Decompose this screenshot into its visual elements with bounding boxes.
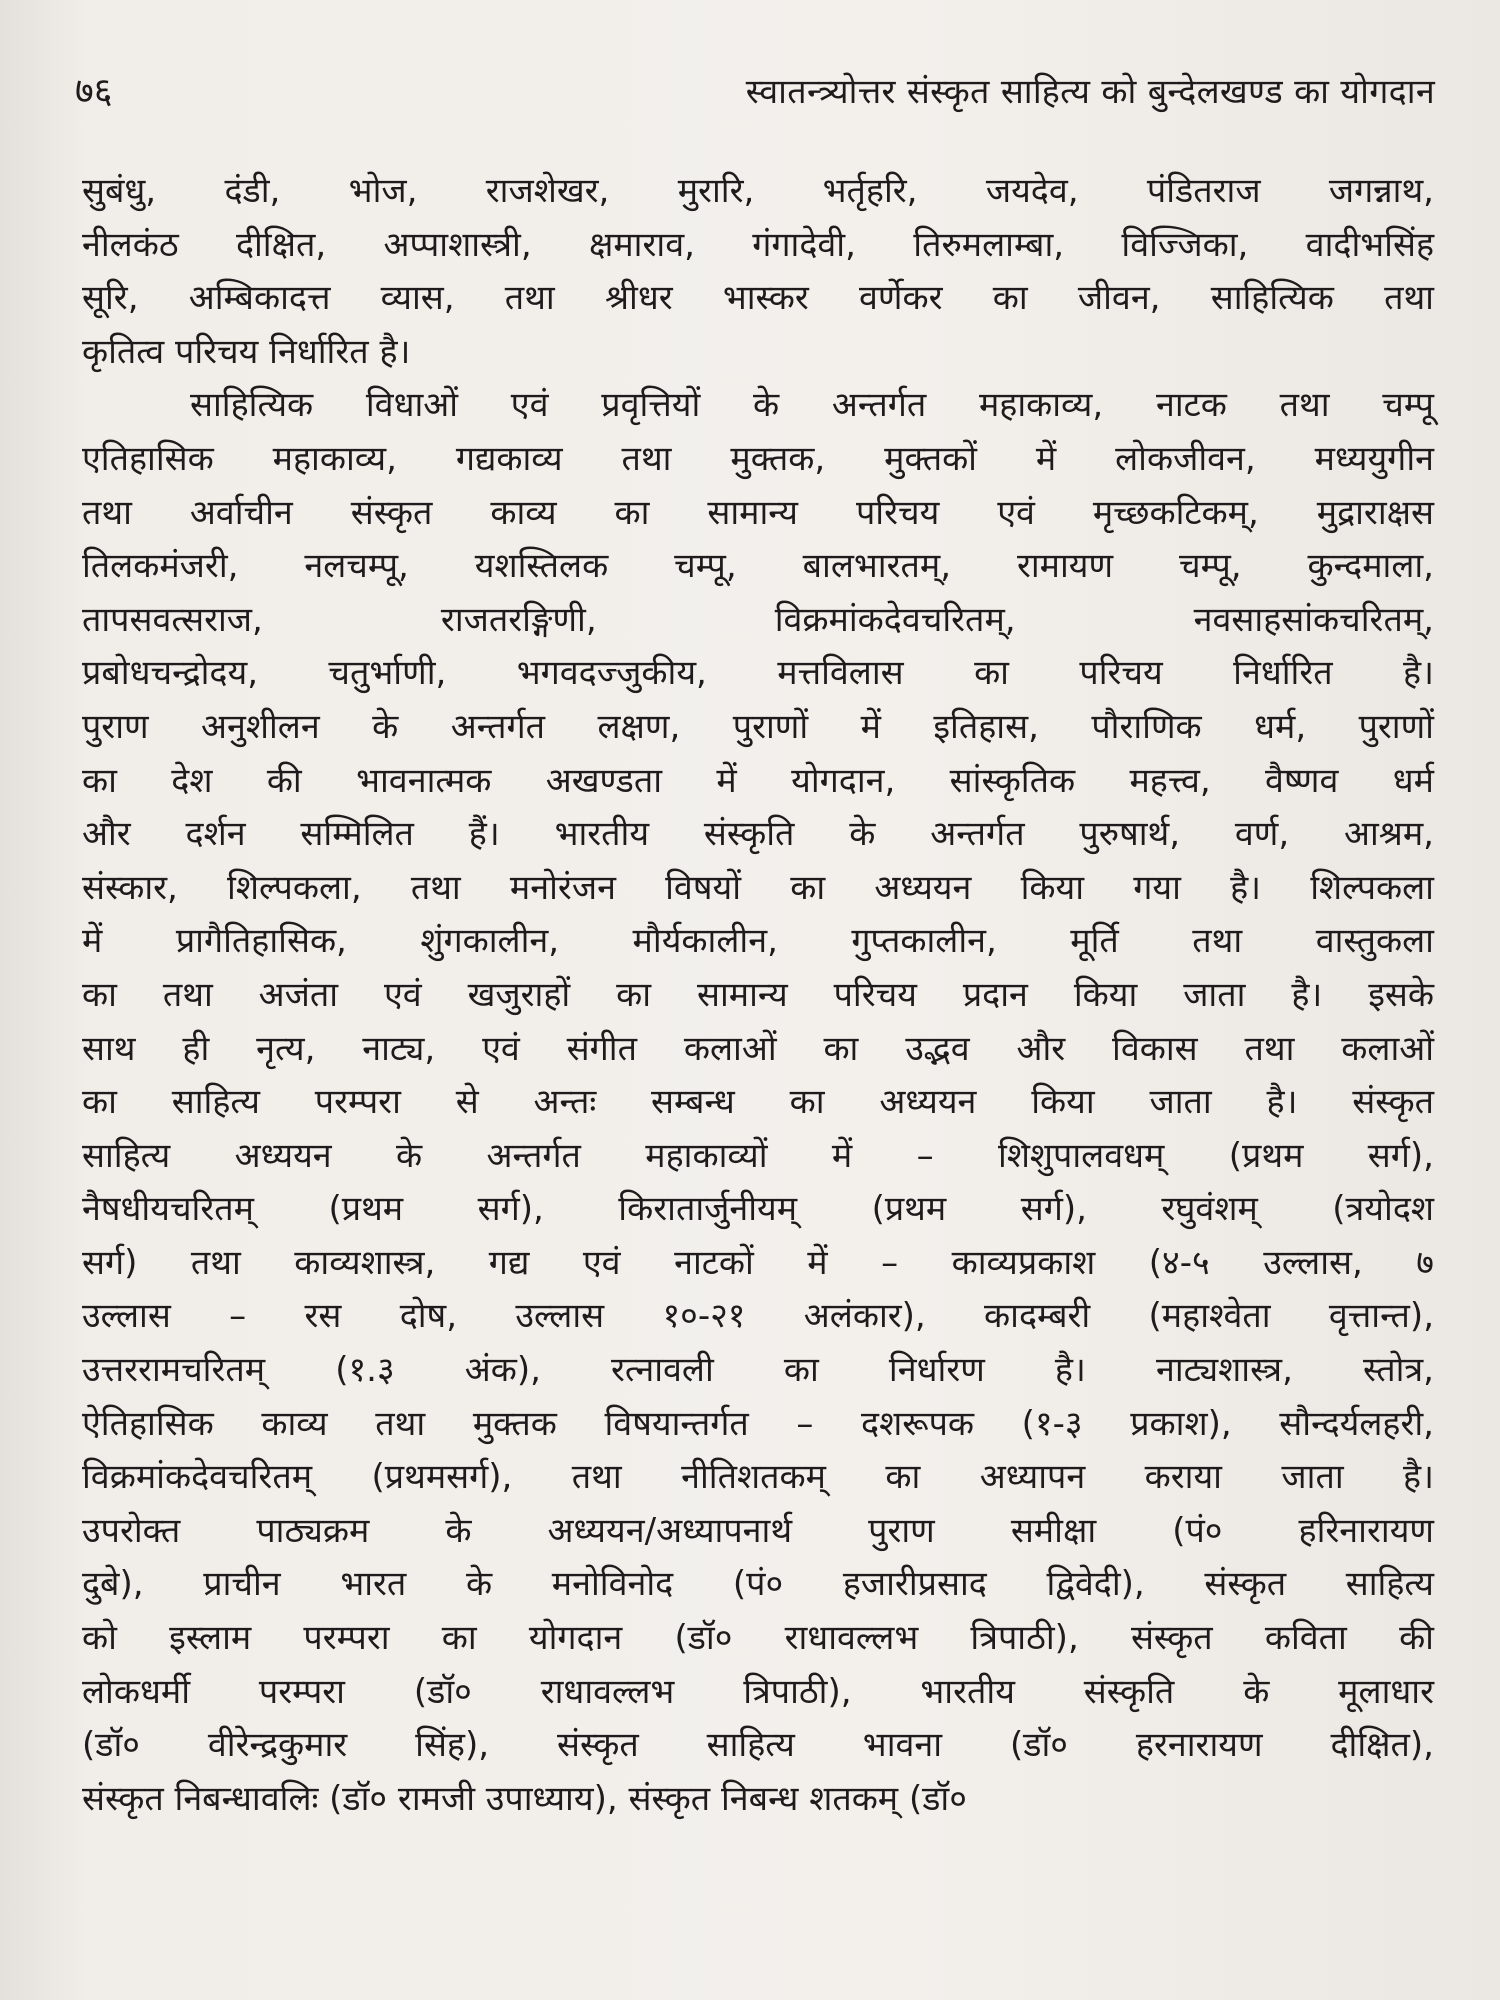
paragraph-2 bbox=[82, 379, 1434, 1826]
body-text bbox=[82, 165, 1434, 1826]
text-line: सुबंधु, दंडी, भोज, राजशेखर, मुरारि, भर्तृहरि, जयदेव, पंडितराज जगन्नाथ, bbox=[82, 171, 1434, 211]
page-header bbox=[75, 68, 1435, 116]
paragraph-1 bbox=[82, 165, 1434, 379]
text-line: तथा अर्वाचीन संस्कृत काव्य का सामान्य परिचय एवं मृच्छकटिकम्, मुद्राराक्षस bbox=[82, 492, 1434, 533]
text-line: और दर्शन सम्मिलित हैं। भारतीय संस्कृति के अन्तर्गत पुरुषार्थ, वर्ण, आश्रम, bbox=[82, 814, 1434, 855]
text-line: (डॉ० वीरेन्द्रकुमार सिंह), संस्कृत साहित्य भावना (डॉ० हरनारायण दीक्षित), bbox=[82, 1725, 1434, 1766]
page-number: ७६ bbox=[75, 71, 113, 112]
text-line: संस्कार, शिल्पकला, तथा मनोरंजन विषयों का अध्ययन किया गया है। शिल्पकला bbox=[82, 867, 1434, 908]
text-line: ऐतिहासिक काव्य तथा मुक्तक विषयान्तर्गत – दशरूपक (१-३ प्रकाश), सौन्दर्यलहरी, bbox=[82, 1403, 1434, 1444]
text-line: उल्लास – रस दोष, उल्लास १०-२१ अलंकार), कादम्बरी (महाश्वेता वृत्तान्त), bbox=[82, 1296, 1434, 1337]
running-title: स्वातन्त्र्योत्तर संस्कृत साहित्य को बुन्देलखण्ड का योगदान bbox=[745, 72, 1435, 112]
text-line: एतिहासिक महाकाव्य, गद्यकाव्य तथा मुक्तक, मुक्तकों में लोकजीवन, मध्ययुगीन bbox=[82, 438, 1434, 479]
text-line: का तथा अजंता एवं खजुराहों का सामान्य परिचय प्रदान किया जाता है। इसके bbox=[82, 974, 1434, 1015]
text-line: दुबे), प्राचीन भारत के मनोविनोद (पं० हजारीप्रसाद द्विवेदी), संस्कृत साहित्य bbox=[82, 1564, 1434, 1605]
text-line: का साहित्य परम्परा से अन्तः सम्बन्ध का अध्ययन किया जाता है। संस्कृत bbox=[82, 1082, 1434, 1123]
text-line: विक्रमांकदेवचरितम् (प्रथमसर्ग), तथा नीतिशतकम् का अध्यापन कराया जाता है। bbox=[82, 1457, 1434, 1498]
text-line: कृतित्व परिचय निर्धारित है। bbox=[82, 331, 411, 372]
text-line: साथ ही नृत्य, नाट्य, एवं संगीत कलाओं का उद्भव और विकास तथा कलाओं bbox=[82, 1028, 1434, 1069]
text-line: सर्ग) तथा काव्यशास्त्र, गद्य एवं नाटकों में – काव्यप्रकाश (४-५ उल्लास, ७ bbox=[82, 1242, 1434, 1283]
text-line: प्रबोधचन्द्रोदय, चतुर्भाणी, भगवदज्जुकीय, मत्तविलास का परिचय निर्धारित है। bbox=[82, 653, 1434, 694]
text-line: उपरोक्त पाठ्यक्रम के अध्ययन/अध्यापनार्थ पुराण समीक्षा (पं० हरिनारायण bbox=[82, 1510, 1434, 1551]
text-line: लोकधर्मी परम्परा (डॉ० राधावल्लभ त्रिपाठी), भारतीय संस्कृति के मूलाधार bbox=[82, 1671, 1434, 1712]
text-line: तापसवत्सराज, राजतरङ्गिणी, विक्रमांकदेवचरितम्, नवसाहसांकचरितम्, bbox=[82, 599, 1434, 640]
text-line: को इस्लाम परम्परा का योगदान (डॉ० राधावल्लभ त्रिपाठी), संस्कृत कविता की bbox=[82, 1618, 1434, 1659]
text-line: साहित्यिक विधाओं एवं प्रवृत्तियों के अन्तर्गत महाकाव्य, नाटक तथा चम्पू bbox=[190, 385, 1434, 426]
text-line: तिलकमंजरी, नलचम्पू, यशस्तिलक चम्पू, बालभारतम्, रामायण चम्पू, कुन्दमाला, bbox=[82, 546, 1434, 587]
text-line: का देश की भावनात्मक अखण्डता में योगदान, सांस्कृतिक महत्त्व, वैष्णव धर्म bbox=[82, 760, 1434, 801]
text-line: संस्कृत निबन्धावलिः (डॉ० रामजी उपाध्याय), संस्कृत निबन्ध शतकम् (डॉ० bbox=[82, 1778, 967, 1819]
text-line: साहित्य अध्ययन के अन्तर्गत महाकाव्यों में – शिशुपालवधम् (प्रथम सर्ग), bbox=[82, 1135, 1434, 1176]
text-line: नीलकंठ दीक्षित, अप्पाशास्त्री, क्षमाराव, गंगादेवी, तिरुमलाम्बा, विज्जिका, वादीभसिंह bbox=[82, 224, 1434, 265]
text-line: नैषधीयचरितम् (प्रथम सर्ग), किरातार्जुनीयम् (प्रथम सर्ग), रघुवंशम् (त्रयोदश bbox=[82, 1189, 1434, 1230]
text-line: पुराण अनुशीलन के अन्तर्गत लक्षण, पुराणों में इतिहास, पौराणिक धर्म, पुराणों bbox=[82, 706, 1434, 747]
text-line: सूरि, अम्बिकादत्त व्यास, तथा श्रीधर भास्कर वर्णेकर का जीवन, साहित्यिक तथा bbox=[82, 278, 1434, 319]
text-line: उत्तररामचरितम् (१.३ अंक), रत्नावली का निर्धारण है। नाट्यशास्त्र, स्तोत्र, bbox=[82, 1350, 1434, 1391]
text-line: में प्रागैतिहासिक, शुंगकालीन, मौर्यकालीन, गुप्तकालीन, मूर्ति तथा वास्तुकला bbox=[82, 921, 1434, 962]
